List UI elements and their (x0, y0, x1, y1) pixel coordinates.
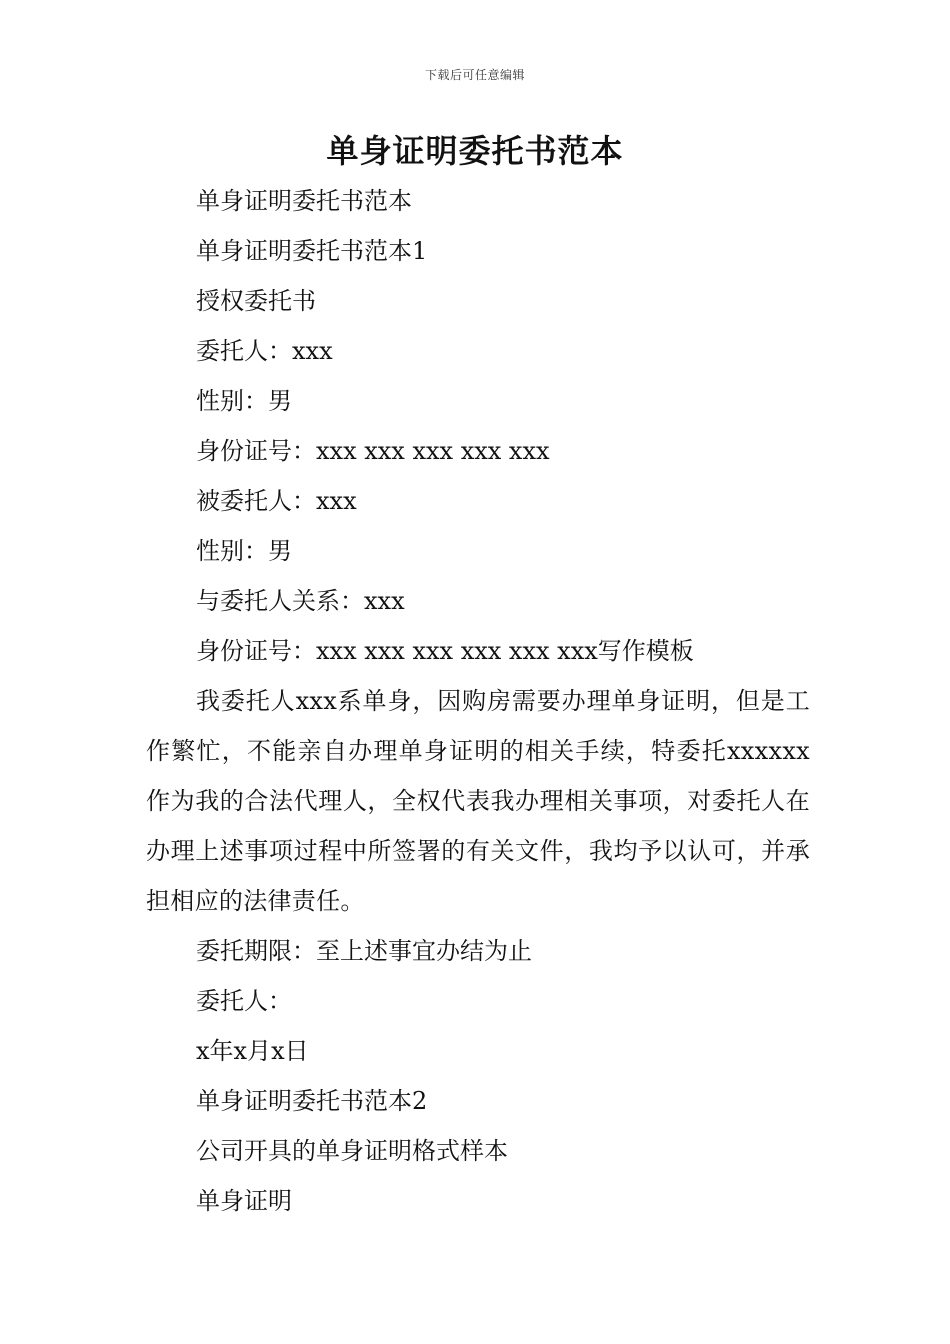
text-line-principal-id: 身份证号：xxx xxx xxx xxx xxx (196, 437, 550, 465)
text-line-agent-gender: 性别：男 (196, 537, 292, 565)
text-line-term: 委托期限：至上述事宜办结为止 (196, 937, 532, 965)
text-line-company-format: 公司开具的单身证明格式样本 (196, 1137, 508, 1165)
text-line-signature: 委托人： (196, 987, 292, 1015)
body-paragraph: 我委托人xxx系单身，因购房需要办理单身证明，但是工作繁忙，不能亲自办理单身证明的相关手续，特委托xxxxxx作为我的合法代理人，全权代表我办理相关事项，对委托人在办理上述事项过程中所签署的有关文件，我均予以认可，并承担相应的法律责任。 (146, 687, 810, 915)
text-line-relationship: 与委托人关系：xxx (196, 587, 405, 615)
text-line-subtitle: 单身证明委托书范本 (196, 187, 412, 215)
header-note: 下载后可任意编辑 (424, 68, 525, 82)
text-line-date: x年x月x日 (196, 1037, 309, 1065)
text-line-sample-1-heading: 单身证明委托书范本1 (196, 237, 428, 265)
text-line-agent-id: 身份证号：xxx xxx xxx xxx xxx xxx写作模板 (196, 637, 694, 665)
text-line-authorization-heading: 授权委托书 (196, 287, 316, 315)
text-line-principal: 委托人：xxx (196, 337, 333, 365)
document-title: 单身证明委托书范本 (326, 132, 624, 170)
text-line-principal-gender: 性别：男 (196, 387, 292, 415)
text-line-agent: 被委托人：xxx (196, 487, 357, 515)
text-line-single-certificate: 单身证明 (196, 1187, 292, 1215)
text-line-sample-2-heading: 单身证明委托书范本2 (196, 1087, 428, 1115)
document-body (146, 176, 810, 1226)
